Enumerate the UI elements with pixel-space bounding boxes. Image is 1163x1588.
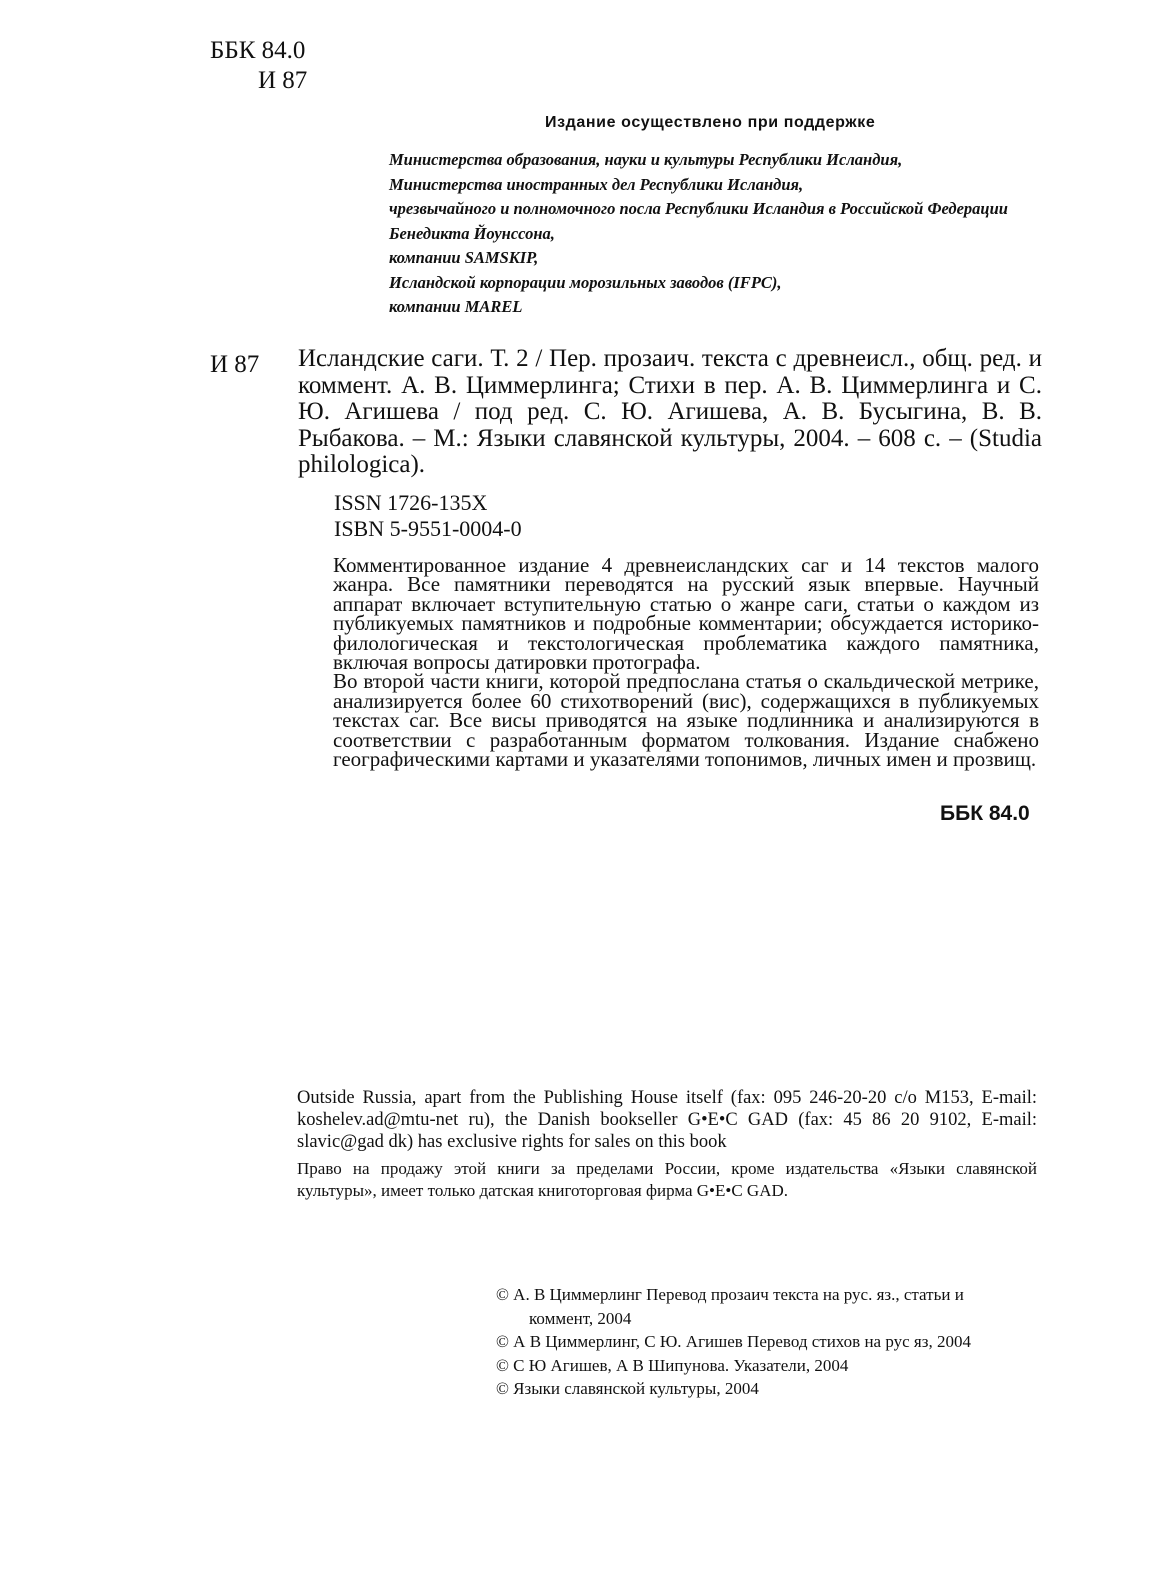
sponsor-line: Бенедикта Йоунссона, [389,223,555,243]
rights-english: Outside Russia, apart from the Publishing House itself (fax: 095 246-20-20 c/o M153, E-mail: koshelev.ad@mtu-net ru), the Danish bookseller G•E•C GAD (fax: 45 86 20 9102, E-mail: slavic@gad dk) has exclusive rights for sales on this book [297,1088,1037,1152]
sponsor-line: компании SAMSKIP, [389,248,539,267]
sponsor-line: Исландской корпорации морозильных заводов (IFPC), [389,272,782,292]
copyright-list [496,1283,1066,1401]
author-mark: И 87 [258,67,308,94]
copyright-line: © С Ю Агишев, А В Шипунова. Указатели, 2004 [496,1355,849,1375]
annotation-paragraph: Комментированное издание 4 древнеисландских саг и 14 текстов малого жанра. Все памятники переводятся на русский язык впервые. Научный аппарат включает вступительную статью о жанре саги, статьи о каждом из публикуемых памятников и подробные комментарии; обсуждается историко-филологическая и текстологическая проблематика каждого памятника, включая вопросы датировки протографа. [333,553,1039,675]
copyright-line: © А В Циммерлинг, С Ю. Агишев Перевод стихов на рус яз, 2004 [496,1332,971,1351]
bbk-code: ББК 84.0 [210,37,306,64]
rights-russian: Право на продажу этой книги за пределами России, кроме издательства «Языки славянской культуры», имеет только датская книготорговая фирма G•E•C GAD. [297,1159,1037,1200]
copyright-line: © Языки славянской культуры, 2004 [496,1379,759,1398]
classification-block [210,36,307,96]
annotation [333,553,1039,772]
sponsor-line: Министерства иностранных дел Республики Исландия, [389,174,804,194]
support-heading: Издание осуществлено при поддержке [545,114,876,131]
copyright-line: © А. В Циммерлинг Перевод прозаич текста на рус. яз., статьи и [496,1285,964,1304]
identifiers [334,490,522,542]
annotation-bbk: ББК 84.0 [940,802,1030,825]
sponsor-line: Министерства образования, науки и культуры Республики Исландия, [389,150,903,169]
sales-rights [297,1087,1037,1202]
bibliographic-description: Исландские саги. Т. 2 / Пер. прозаич. текста с древнеисл., общ. ред. и коммент. А. В. Циммерлинга; Стихи в пер. А. В. Циммерлинга и С. Ю. Агишева / под ред. С. Ю. Агишева, А. В. Бусыгина, В. В. Рыбакова. – М.: Языки славянской культуры, 2004. – 608 с. – (Studia philologica). [298,345,1042,478]
isbn: ISBN 5-9551-0004-0 [334,516,522,541]
copyright-line: коммент, 2004 [529,1308,632,1328]
record-author-mark: И 87 [210,351,260,378]
sponsor-line: компании MAREL [389,297,523,316]
sponsor-line: чрезвычайного и полномочного посла Республики Исландия в Российской Федерации [389,199,1008,218]
issn: ISSN 1726-135X [334,490,488,515]
sponsor-list [389,148,1008,320]
annotation-paragraph: Во второй части книги, которой предпослана статья о скальдической метрике, анализируется более 60 стихотворений (вис), содержащихся в публикуемых текстах саг. Все висы приводятся на языке подлинника и анализируются в соответствии с разработанным форматом толкования. Издание снабжено географическими картами и указателями топонимов, личных имен и прозвищ. [333,669,1039,772]
